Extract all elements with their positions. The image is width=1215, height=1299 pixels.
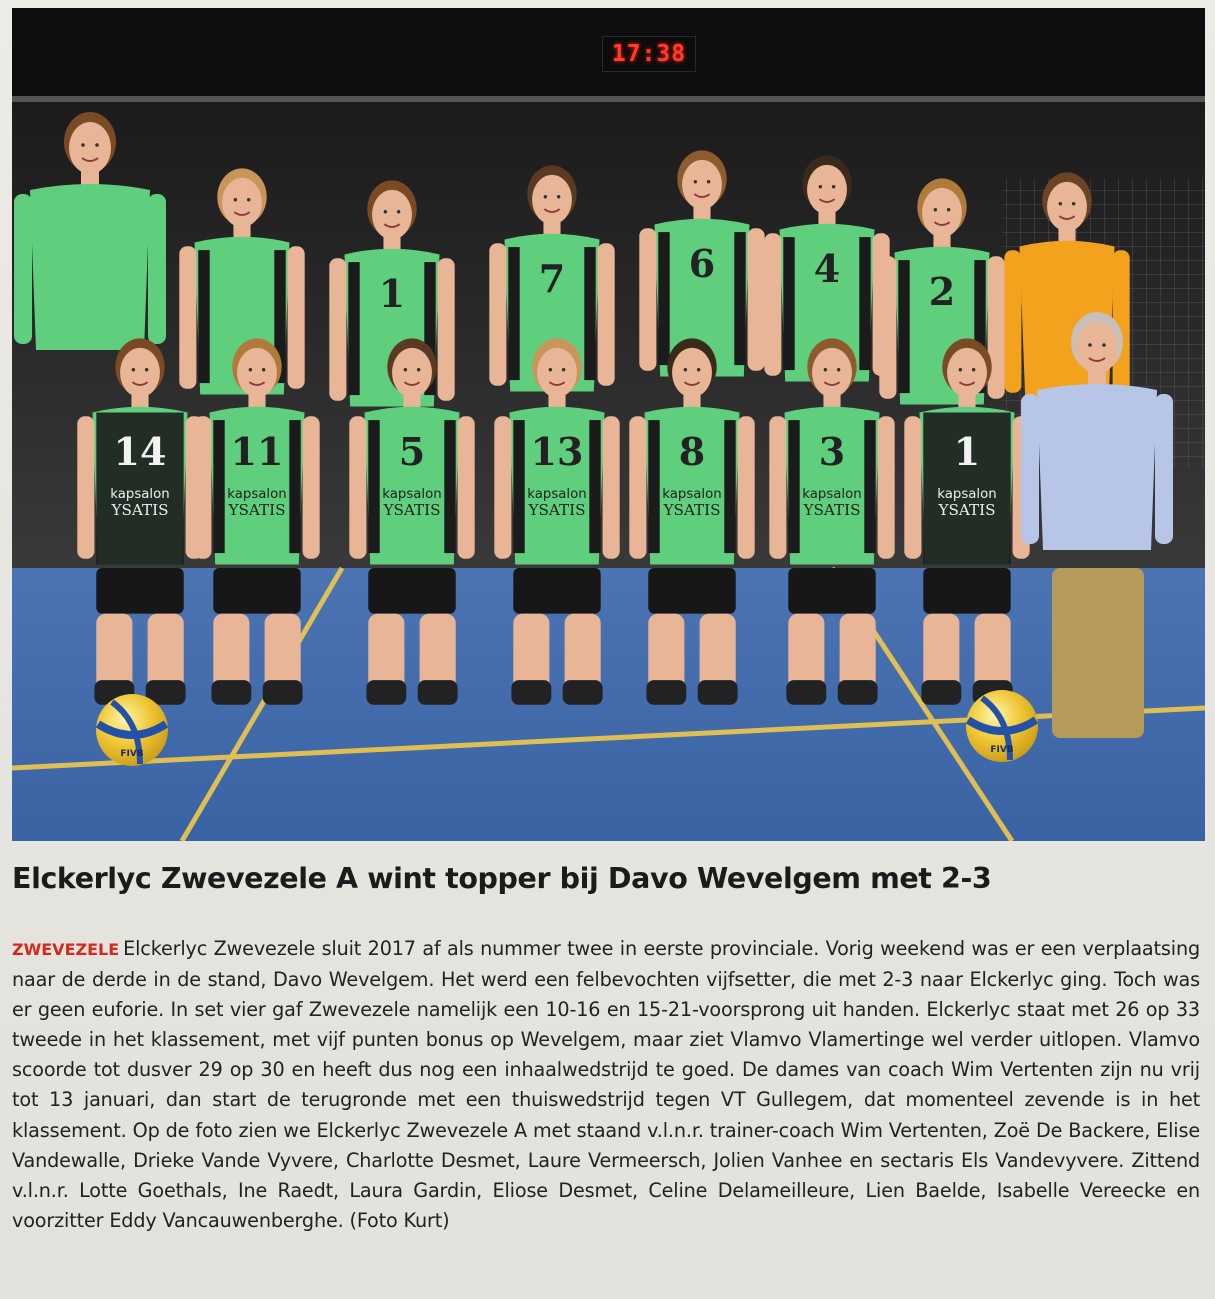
jersey-sponsor: YSATIS bbox=[228, 501, 286, 520]
jersey-sponsor: YSATIS bbox=[383, 501, 441, 520]
scoreboard-clock: 17:38 bbox=[602, 36, 696, 72]
jersey-sponsor: YSATIS bbox=[663, 501, 721, 520]
jersey-sponsor: kapsalon bbox=[937, 487, 997, 502]
jersey-number: 1 bbox=[953, 428, 981, 474]
jersey-number: 3 bbox=[818, 428, 846, 474]
jersey-number: 4 bbox=[813, 245, 841, 291]
article-headline: Elckerlyc Zwevezele A wint topper bij Davo Wevelgem met 2-3 bbox=[12, 862, 992, 895]
jersey-number: 7 bbox=[538, 255, 566, 301]
ball-brand-label: FIVB bbox=[120, 749, 144, 759]
volleyball-icon bbox=[96, 694, 168, 766]
article-dateline: ZWEVEZELE bbox=[12, 940, 120, 959]
article-body-text: Elckerlyc Zwevezele sluit 2017 af als nummer twee in eerste provinciale. Vorig weekend was er een verplaatsing naar de derde in de stand, Davo Wevelgem. Het werd een felbevochten vijfsetter, die met 2-3 naar Elckerlyc ging. Toch was er geen euforie. In set vier gaf Zwevezele namelijk een 10-16 en 15-21-voorsprong uit handen. Elckerlyc staat met 26 op 33 tweede in het klassement, met vijf punten bonus op Wevelgem, maar ziet Vlamvo Vlamertinge wel verder uitlopen. Vlamvo scoorde tot dusver 29 op 30 en heeft dus nog een inhaalwedstrijd te goed. De dames van coach Wim Vertenten zijn nu vrij tot 13 januari, dan start de terugronde met een thuiswedstrijd tegen VT Gullegem, dat momenteel zevende is in het klassement. Op de foto zien we Elckerlyc Zwevezele A met staand v.l.n.r. trainer-coach Wim Vertenten, Zoë De Backere, Elise Vandewalle, Drieke Vande Vyvere, Charlotte Desmet, Laure Vermeersch, Jolien Vanhee en sectaris Els Vandevyvere. Zittend v.l.n.r. Lotte Goethals, Ine Raedt, Laura Gardin, Eliose Desmet, Celine Delameilleure, Lien Baelde, Isabelle Vereecke en voorzitter Eddy Vancauwenberghe. (Foto Kurt) bbox=[12, 937, 1200, 1232]
jersey-number: 14 bbox=[113, 428, 167, 474]
article-body bbox=[12, 934, 1200, 1236]
jersey-sponsor: YSATIS bbox=[938, 501, 996, 520]
ball-brand-label: FIVB bbox=[990, 745, 1014, 755]
jersey-sponsor: kapsalon bbox=[382, 487, 442, 502]
team-photo-illustration bbox=[12, 8, 1205, 841]
jersey-sponsor: kapsalon bbox=[110, 487, 170, 502]
team-photo bbox=[12, 8, 1205, 841]
jersey-number: 5 bbox=[398, 428, 426, 474]
jersey-sponsor: YSATIS bbox=[111, 501, 169, 520]
jersey-number: 1 bbox=[378, 270, 406, 316]
volleyball-icon bbox=[966, 690, 1038, 762]
jersey-number: 6 bbox=[688, 240, 716, 286]
jersey-number: 13 bbox=[530, 428, 584, 474]
jersey-number: 8 bbox=[678, 428, 706, 474]
jersey-number: 2 bbox=[928, 268, 956, 314]
jersey-sponsor: kapsalon bbox=[227, 487, 287, 502]
jersey-sponsor: YSATIS bbox=[528, 501, 586, 520]
jersey-number: 11 bbox=[230, 428, 284, 474]
jersey-sponsor: YSATIS bbox=[803, 501, 861, 520]
jersey-sponsor: kapsalon bbox=[802, 487, 862, 502]
jersey-sponsor: kapsalon bbox=[662, 487, 722, 502]
jersey-sponsor: kapsalon bbox=[527, 487, 587, 502]
